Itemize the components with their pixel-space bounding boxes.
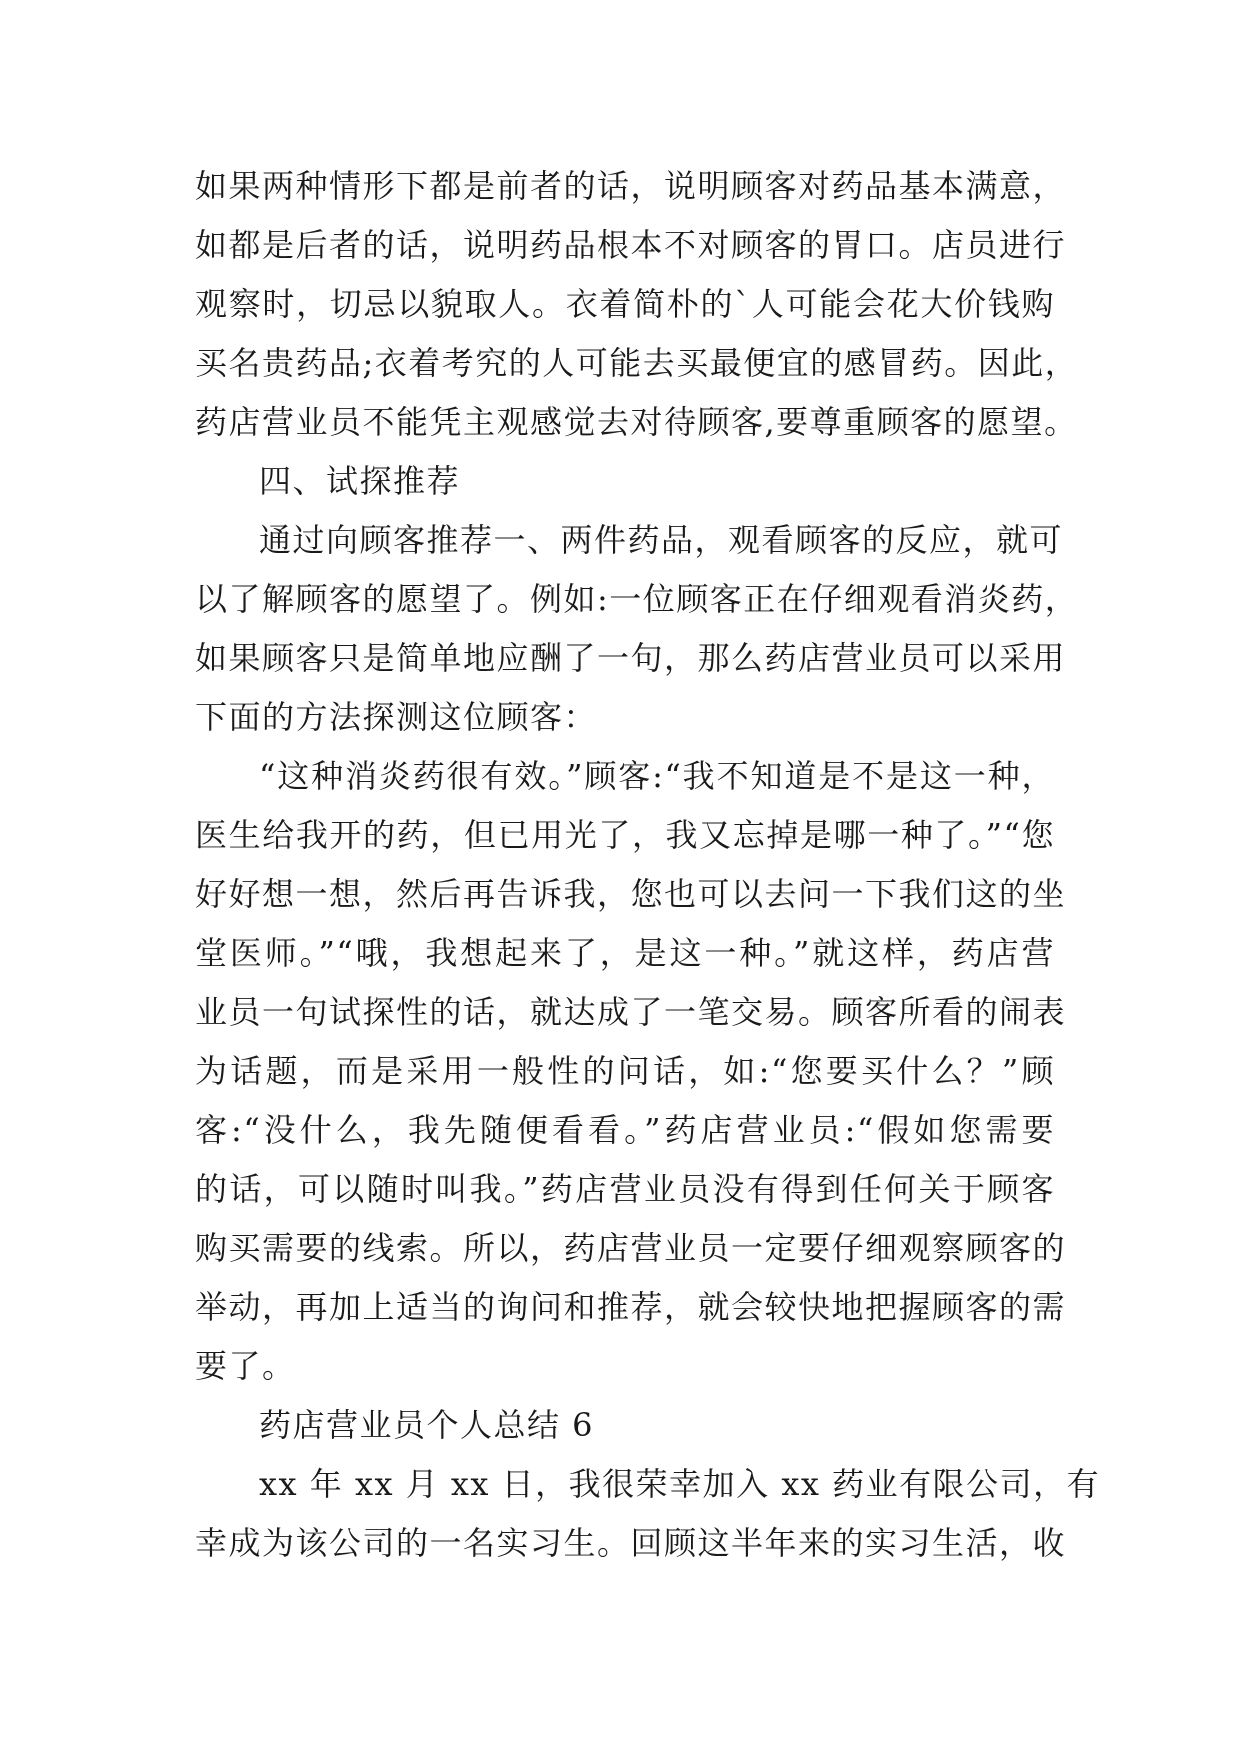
text-line: 如果顾客只是简单地应酬了一句，那么药店营业员可以采用 [195,639,1067,677]
text-line: 业员一句试探性的话，就达成了一笔交易。顾客所看的闹表 [195,993,1067,1031]
text-line: 以了解顾客的愿望了。例如:一位顾客正在仔细观看消炎药， [195,580,1079,618]
text-line: 客:“没什么，我先随便看看。”药店营业员:“假如您需要 [195,1111,1055,1149]
text-line: 下面的方法探测这位顾客： [195,698,598,736]
section-heading: 四、试探推荐 [259,462,461,500]
text-line: 幸成为该公司的一名实习生。回顾这半年来的实习生活，收 [195,1524,1067,1562]
text-line: 药店营业员不能凭主观感觉去对待顾客,要尊重顾客的愿望。 [195,403,1078,441]
text-line: 通过向顾客推荐一、两件药品，观看顾客的反应，就可 [259,521,1064,559]
text-line: 医生给我开的药，但已用光了，我又忘掉是哪一种了。”“您 [195,816,1055,854]
text-line: 堂医师。”“哦，我想起来了，是这一种。”就这样，药店营 [195,934,1055,972]
document-body [195,157,1101,1573]
text-line: 要了。 [195,1347,296,1385]
text-line: 好好想一想，然后再告诉我，您也可以去问一下我们这的坐 [195,875,1067,913]
text-line: 观察时，切忌以貌取人。衣着简朴的`人可能会花大价钱购 [195,285,1055,323]
text-line: xx 年 xx 月 xx 日，我很荣幸加入 xx 药业有限公司，有 [259,1465,1101,1503]
text-line: “这种消炎药很有效。”顾客:“我不知道是不是这一种， [259,757,1055,795]
text-line: 举动，再加上适当的询问和推荐，就会较快地把握顾客的需 [195,1288,1067,1326]
text-line: 如都是后者的话，说明药品根本不对顾客的胃口。店员进行 [195,226,1067,264]
text-line: 为话题，而是采用一般性的问话，如:“您要买什么？”顾 [195,1052,1055,1090]
text-line: 购买需要的线索。所以，药店营业员一定要仔细观察顾客的 [195,1229,1067,1267]
text-line: 的话，可以随时叫我。”药店营业员没有得到任何关于顾客 [195,1170,1055,1208]
text-line: 如果两种情形下都是前者的话，说明顾客对药品基本满意， [195,167,1067,205]
section-heading: 药店营业员个人总结 6 [259,1406,595,1444]
text-line: 买名贵药品;衣着考究的人可能去买最便宜的感冒药。因此， [195,344,1079,382]
